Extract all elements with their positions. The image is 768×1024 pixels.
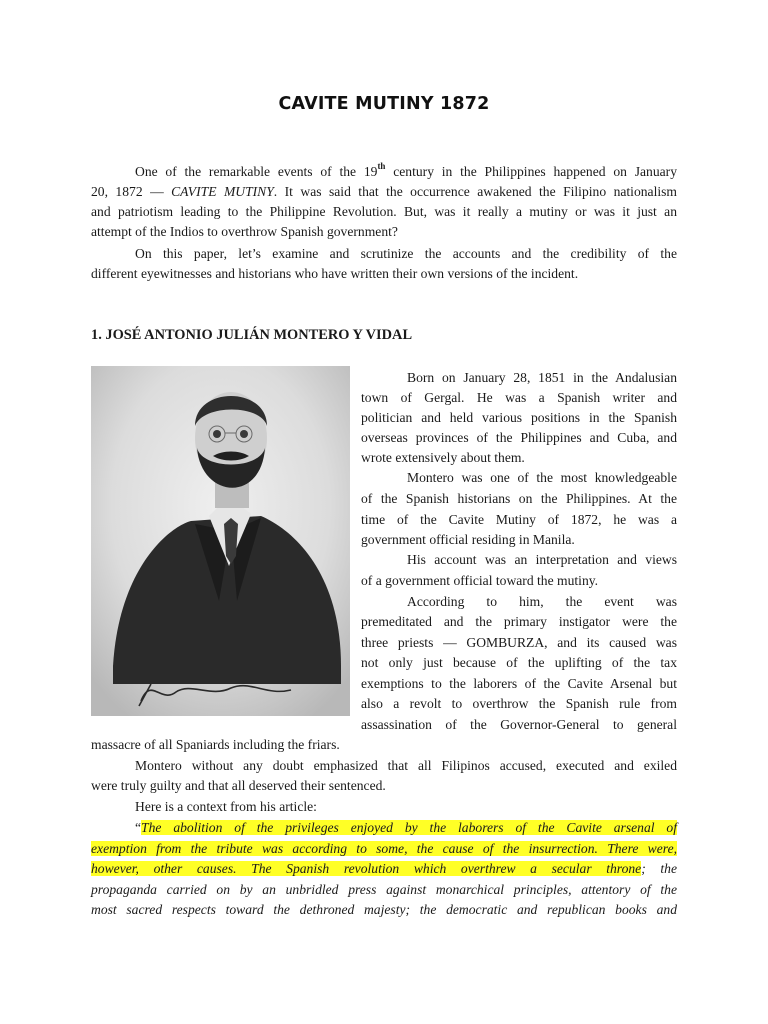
intro-line: attempt of the Indios to overthrow Spanish government? [91,224,398,239]
quote-line: however, other causes. The Spanish revolution which overthrew a secular throne; the [91,861,677,876]
intro-line: On this paper, let’s examine and scrutinize the accounts and the credibility of the [135,246,677,261]
quote-line: propaganda carried on by an unbridled press against monarchical principles, attentory of the [91,882,677,897]
body-line: town of Gergal. He was a Spanish writer and [361,390,677,405]
body-line: overseas provinces of the Philippines and Cuba, and [361,430,677,445]
body-line: politician and held various positions in the Spanish [361,410,677,425]
body-line: His account was an interpretation and views [407,552,677,567]
highlighted-text: however, other causes. The Spanish revolution which overthrew a secular throne [91,861,642,876]
body-line: Here is a context from his article: [135,799,317,814]
body-line: According to him, the event was [407,594,677,609]
intro-line: different eyewitnesses and historians who have written their own versions of the incident. [91,266,579,281]
body-line: of the Spanish historians on the Philippines. At the [361,491,677,506]
body-line: Montero was one of the most knowledgeable [407,470,677,485]
quote-line: most sacred respects toward the dethroned majesty; the democratic and republican books and [91,902,677,917]
highlighted-text: The abolition of the privileges enjoyed by the laborers of the Cavite arsenal of [141,820,677,835]
body-line: Montero without any doubt emphasized that all Filipinos accused, executed and exiled [135,758,677,773]
body-line: also a revolt to overthrow the Spanish rule from [361,696,677,711]
body-line: three priests — GOMBURZA, and its caused was [361,635,677,650]
section-heading: 1. JOSÉ ANTONIO JULIÁN MONTERO Y VIDAL [91,327,413,343]
intro-line: 20, 1872 — CAVITE MUTINY. It was said that the occurrence awakened the Filipino nationalism [91,184,677,199]
body-line: assassination of the Governor-General to general [361,717,677,732]
quote-line [91,839,677,859]
highlighted-text: exemption from the tribute was according to some, the cause of the insurrection. There were, [91,841,677,856]
body-line: Born on January 28, 1851 in the Andalusian [407,370,677,385]
body-line: of a government official toward the mutiny. [361,573,599,588]
intro-line: and patriotism leading to the Philippine Revolution. But, was it really a mutiny or was it just an [91,204,677,219]
body-line: premeditated and the primary instigator were the [361,614,677,629]
quote-line: “The abolition of the privileges enjoyed by the laborers of the Cavite arsenal of [135,820,677,835]
body-line: exemptions to the laborers of the Cavite Arsenal but [361,676,677,691]
body-line: were truly guilty and that all deserved their sentenced. [91,778,386,793]
body-line: government official residing in Manila. [361,532,575,547]
body-line: wrote extensively about them. [361,450,525,465]
body-line: time of the Cavite Mutiny of 1872, he was a [361,512,677,527]
intro-line: One of the remarkable events of the 19th century in the Philippines happened on January [135,161,677,179]
body-line: not only just because of the uplifting of the tax [361,655,677,670]
portrait-photo [91,366,350,716]
page-title: CAVITE MUTINY 1872 [278,94,490,114]
body-line: massacre of all Spaniards including the friars. [91,737,340,752]
